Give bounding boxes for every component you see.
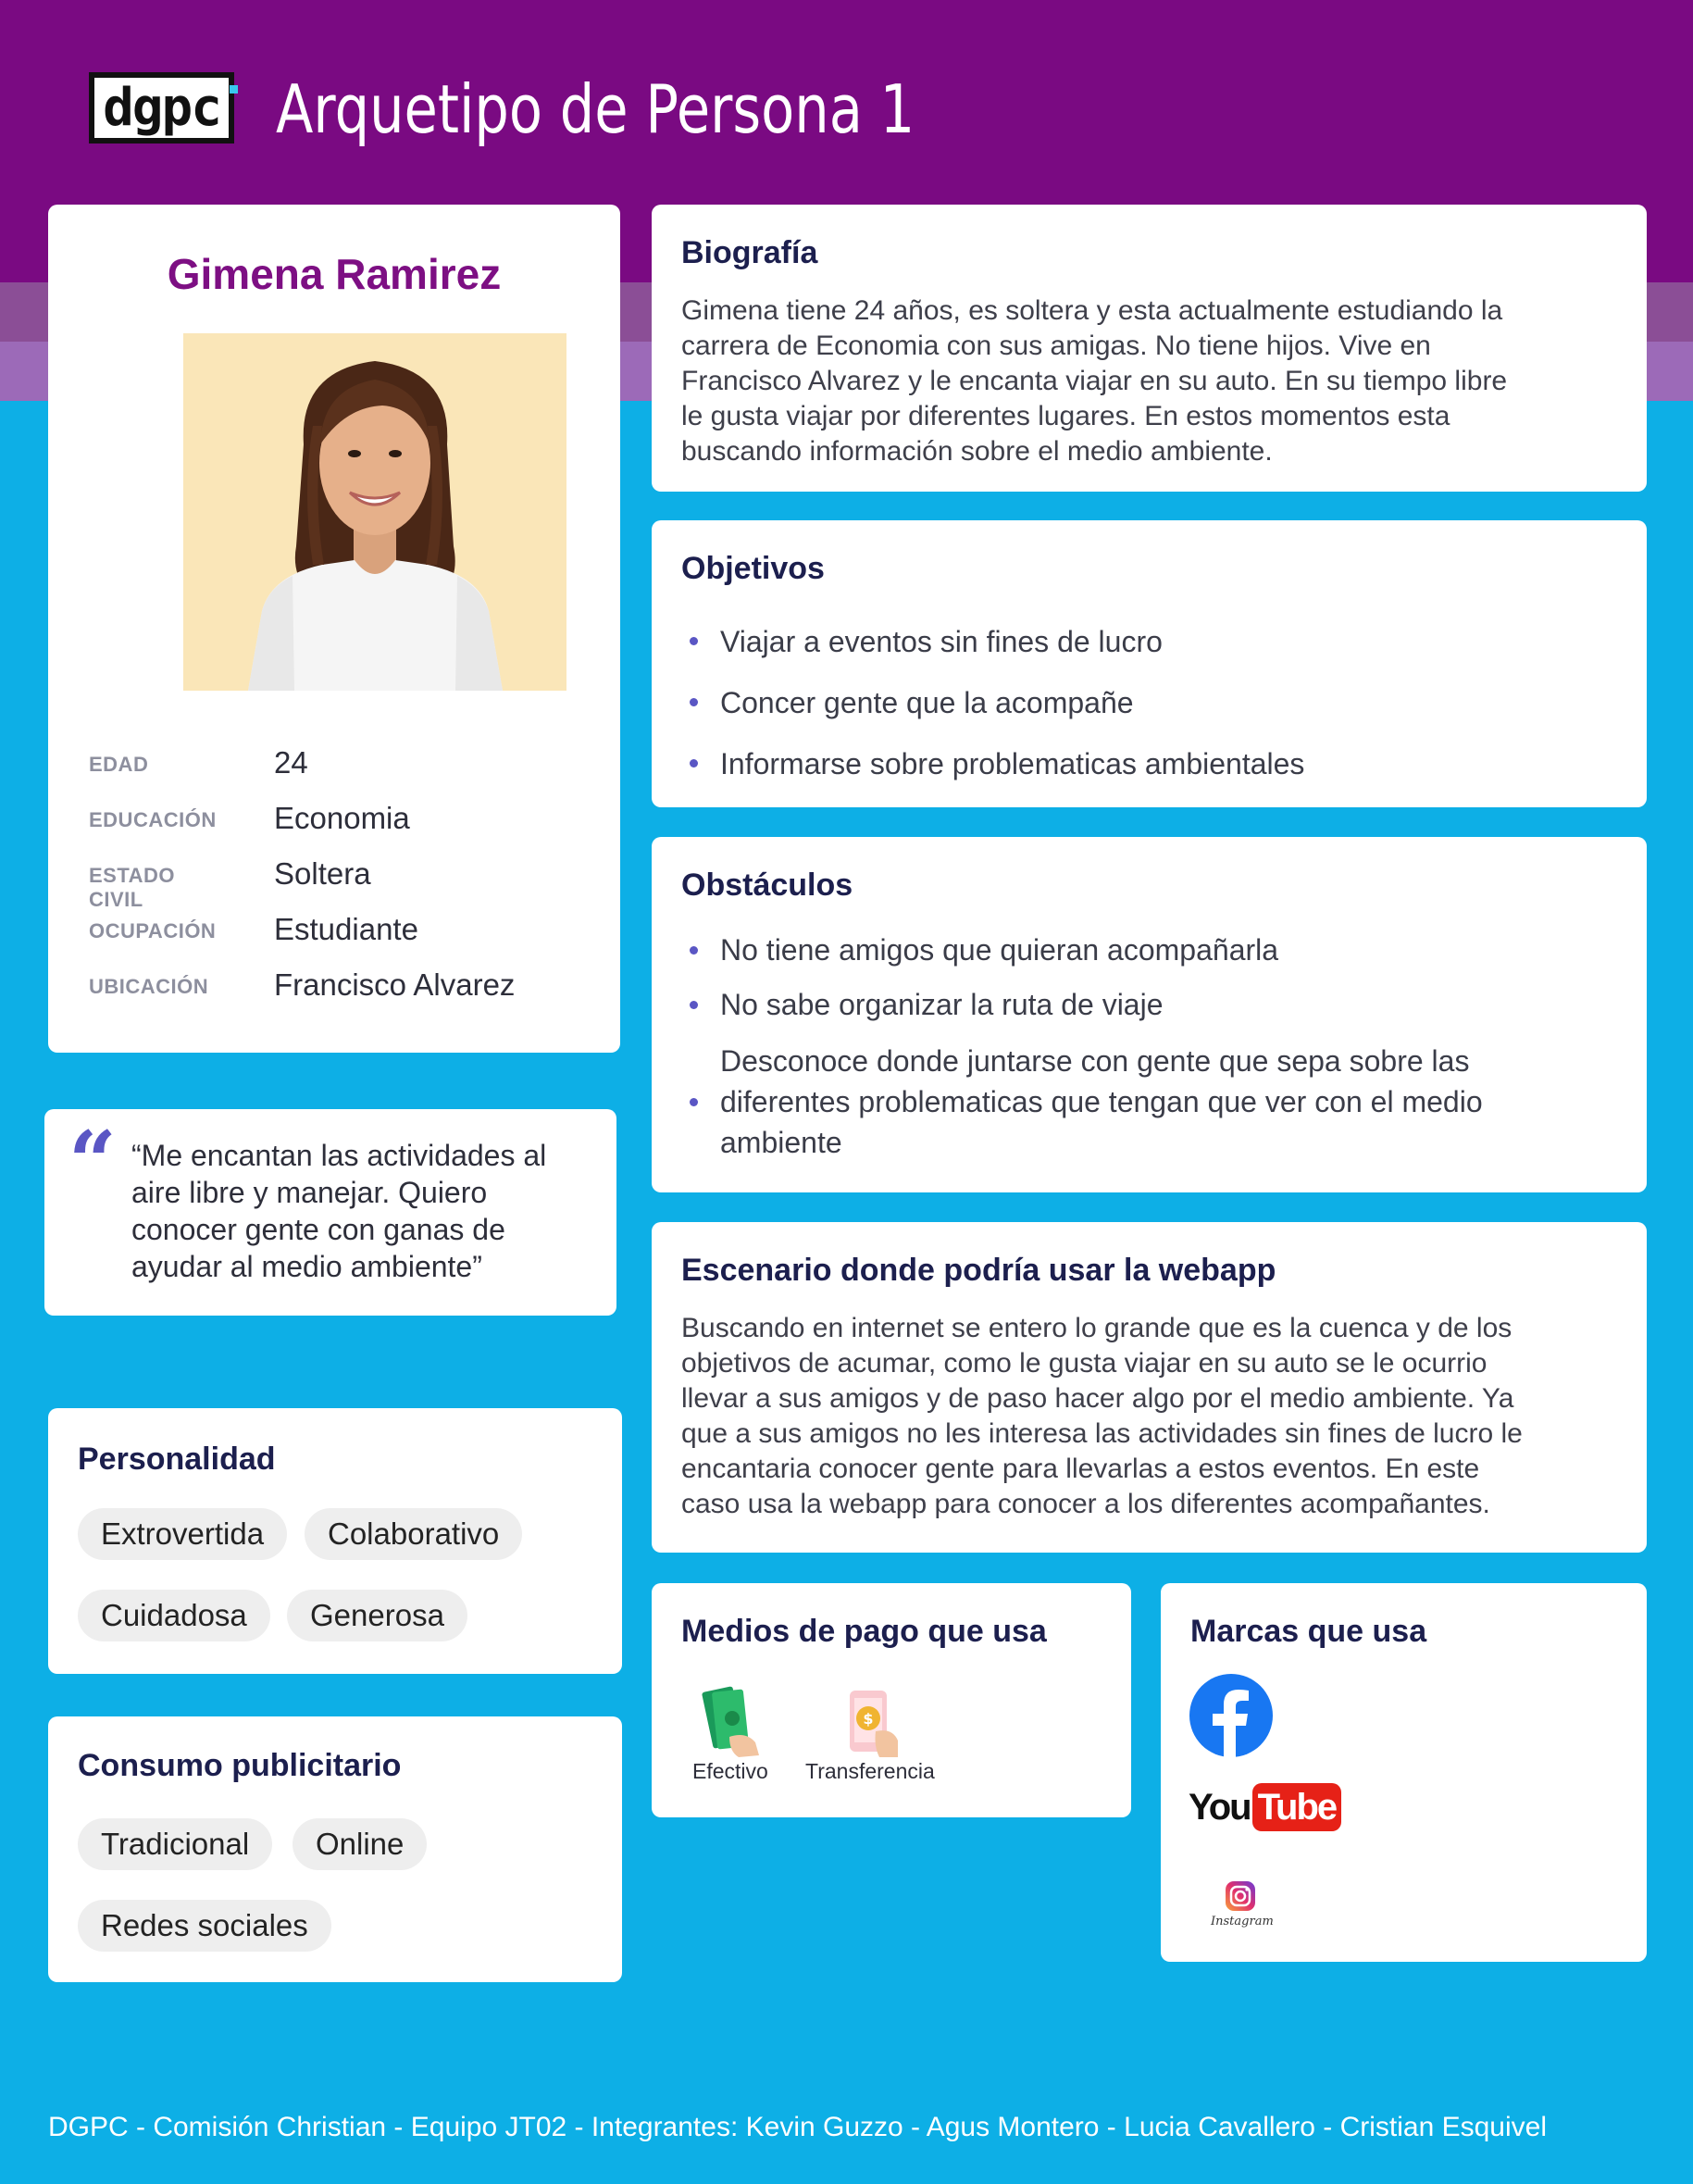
- obstacles-list: [681, 931, 1483, 1163]
- scenario-card: [652, 1222, 1647, 1553]
- fact-label: UBICACIÓN: [89, 975, 209, 998]
- chip-online: Online: [293, 1818, 427, 1870]
- scenario-line: Buscando en internet se entero lo grande que es la cuenca y de los: [681, 1313, 1512, 1343]
- woman-portrait-icon: [183, 333, 566, 691]
- footer-credits: DGPC - Comisión Christian - Equipo JT02 - Integrantes: Kevin Guzzo - Agus Montero - Lucia Cavallero - Cristian Esquivel: [48, 2112, 1547, 2142]
- phone-payment-icon: [840, 1685, 903, 1759]
- scenario-text: [681, 1311, 1523, 1522]
- payments-card: [652, 1583, 1131, 1817]
- chip-redes-sociales: Redes sociales: [78, 1900, 331, 1952]
- persona-name: Gimena Ramirez: [167, 250, 502, 298]
- personality-title: Personalidad: [78, 1441, 276, 1477]
- fact-label: EDUCACIÓN: [89, 808, 217, 831]
- payment-label-efectivo: Efectivo: [692, 1759, 768, 1783]
- quote-text: [131, 1137, 546, 1285]
- quote-line: ayudar al medio ambiente”: [131, 1250, 482, 1283]
- chip-cuidadosa: Cuidadosa: [78, 1590, 270, 1641]
- facebook-icon: [1189, 1674, 1273, 1757]
- obstacle-line: ambiente: [720, 1126, 842, 1159]
- goal-item: Viajar a eventos sin fines de lucro: [681, 611, 1304, 672]
- scenario-line: caso usa la webapp para conocer a los diferentes acompañantes.: [681, 1489, 1490, 1519]
- fact-value: Economia: [274, 801, 410, 835]
- obstacles-title: Obstáculos: [681, 867, 853, 903]
- payments-title: Medios de pago que usa: [681, 1614, 1047, 1649]
- goals-title: Objetivos: [681, 551, 825, 586]
- bio-line: le gusta viajar por diferentes lugares. En estos momentos esta: [681, 401, 1450, 431]
- scenario-line: que a sus amigos no les interesa las actividades sin fines de lucro le: [681, 1418, 1523, 1449]
- chip-generosa: Generosa: [287, 1590, 467, 1641]
- page-title: Arquetipo de Persona 1: [276, 70, 915, 148]
- quote-line: conocer gente con ganas de: [131, 1213, 505, 1246]
- logo-dot: [230, 85, 238, 94]
- fact-value: Soltera: [274, 856, 371, 891]
- instagram-label: Instagram: [1211, 1915, 1274, 1928]
- obstacle-line: Desconoce donde juntarse con gente que sepa sobre las: [720, 1044, 1470, 1078]
- scenario-line: objetivos de acumar, como le gusta viajar en su auto se le ocurrio: [681, 1348, 1488, 1379]
- goal-item: Informarse sobre problematicas ambientales: [681, 733, 1304, 794]
- fact-label: EDAD: [89, 753, 149, 776]
- obstacles-card: [652, 837, 1647, 1192]
- ads-card: [48, 1716, 622, 1982]
- youtube-logo: [1189, 1781, 1341, 1833]
- bio-line: Francisco Alvarez y le encanta viajar en su auto. En su tiempo libre: [681, 366, 1508, 396]
- chip-tradicional: Tradicional: [78, 1818, 272, 1870]
- instagram-icon: [1224, 1879, 1257, 1913]
- bio-title: Biografía: [681, 235, 818, 270]
- dgpc-logo: [89, 72, 234, 144]
- obstacle-item-multiline: [681, 1041, 1483, 1163]
- obstacle-item: No sabe organizar la ruta de viaje: [681, 986, 1483, 1041]
- fact-label: OCUPACIÓN: [89, 919, 217, 942]
- chip-colaborativo: Colaborativo: [305, 1508, 522, 1560]
- persona-photo: [183, 333, 566, 691]
- scenario-line: encantaria conocer gente para llevarlas a estos eventos. En este: [681, 1454, 1480, 1484]
- logo-text: dgpc: [103, 77, 220, 138]
- fact-value: Francisco Alvarez: [274, 967, 516, 1002]
- brands-title: Marcas que usa: [1190, 1614, 1427, 1649]
- quote-line: “Me encantan las actividades al: [131, 1139, 547, 1172]
- scenario-title: Escenario donde podría usar la webapp: [681, 1253, 1276, 1288]
- obstacle-item: No tiene amigos que quieran acompañarla: [681, 931, 1483, 986]
- quote-card: [44, 1109, 616, 1316]
- bio-text: [681, 293, 1507, 469]
- payment-label-transferencia: Transferencia: [805, 1759, 935, 1783]
- goals-list: [681, 611, 1304, 794]
- scenario-line: llevar a sus amigos y de paso hacer algo por el medio ambiente. Ya: [681, 1383, 1514, 1414]
- youtube-tube: Tube: [1252, 1783, 1342, 1831]
- youtube-you: You: [1189, 1786, 1251, 1828]
- svg-text:$: $: [863, 1710, 874, 1728]
- quote-mark-icon: “: [68, 1113, 117, 1211]
- profile-card: [48, 205, 620, 1053]
- chip-extrovertida: Extrovertida: [78, 1508, 287, 1560]
- bio-line: buscando información sobre el medio ambiente.: [681, 436, 1273, 467]
- bio-line: Gimena tiene 24 años, es soltera y esta actualmente estudiando la: [681, 295, 1503, 326]
- personality-card: [48, 1408, 622, 1674]
- fact-label: ESTADO CIVIL: [89, 864, 176, 911]
- quote-line: aire libre y manejar. Quiero: [131, 1176, 488, 1209]
- brands-card: [1161, 1583, 1647, 1962]
- fact-value: Estudiante: [274, 912, 418, 946]
- goals-card: [652, 520, 1647, 807]
- bio-line: carrera de Economia con sus amigas. No tiene hijos. Vive en: [681, 331, 1431, 361]
- goal-item: Concer gente que la acompañe: [681, 672, 1304, 733]
- cash-icon: [702, 1685, 765, 1759]
- fact-value: 24: [274, 745, 308, 780]
- bio-card: [652, 205, 1647, 492]
- obstacle-line: diferentes problematicas que tengan que ver con el medio: [720, 1085, 1483, 1118]
- ads-title: Consumo publicitario: [78, 1748, 402, 1783]
